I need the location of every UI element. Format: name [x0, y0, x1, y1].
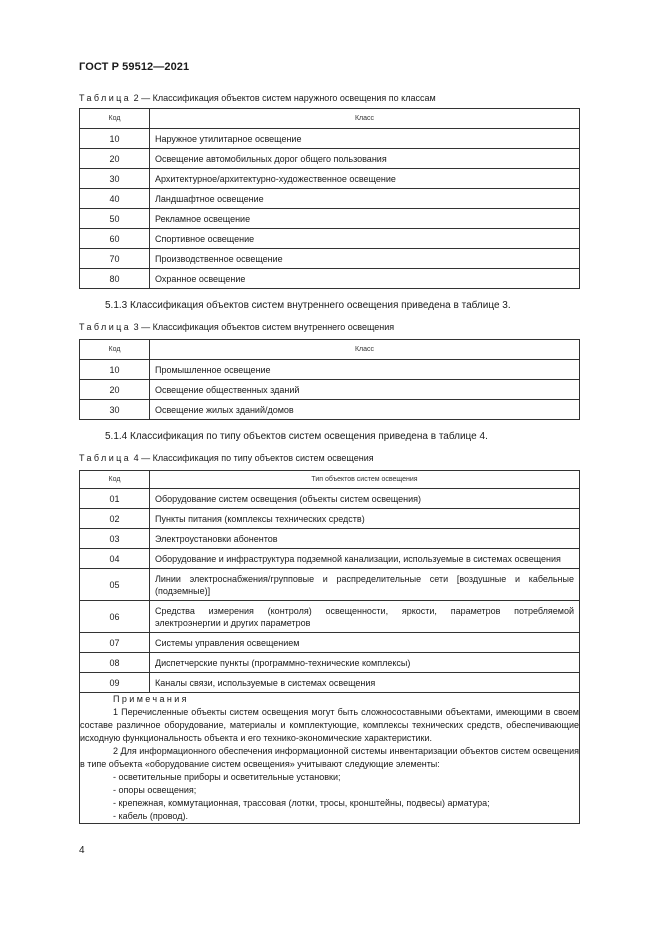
- note-2: 2 Для информационного обеспечения информационной системы инвентаризации объектов систем освещения в типе объекта «оборудование систем освещения» учитывают следующие элементы:: [80, 746, 579, 769]
- table-row: [80, 249, 580, 269]
- column-header-code: Код: [80, 109, 150, 129]
- table-row: [80, 489, 580, 509]
- paragraph-5-1-3: 5.1.3 Классификация объектов систем внутреннего освещения приведена в таблице 3.: [105, 300, 511, 311]
- row-text: Пункты питания (комплексы технических средств): [150, 509, 580, 529]
- row-code: 10: [80, 129, 150, 149]
- standard-header: ГОСТ Р 59512—2021: [79, 61, 190, 73]
- notes-row: [80, 693, 580, 824]
- row-code: 80: [80, 269, 150, 289]
- row-text: Охранное освещение: [150, 269, 580, 289]
- table-row: [80, 673, 580, 693]
- list-item: - опоры освещения;: [113, 785, 197, 795]
- row-code: 30: [80, 400, 150, 420]
- column-header-class: Класс: [150, 340, 580, 360]
- row-code: 20: [80, 380, 150, 400]
- row-text: Освещение автомобильных дорог общего пользования: [150, 149, 580, 169]
- row-code: 08: [80, 653, 150, 673]
- table3: [79, 339, 580, 420]
- row-code: 09: [80, 673, 150, 693]
- table3-caption: [79, 322, 394, 332]
- table-row: [80, 149, 580, 169]
- row-text: Электроустановки абонентов: [150, 529, 580, 549]
- table-row: [80, 653, 580, 673]
- column-header-code: Код: [80, 471, 150, 489]
- row-code: 02: [80, 509, 150, 529]
- row-code: 06: [80, 601, 150, 633]
- table-row: [80, 529, 580, 549]
- row-text: Архитектурное/архитектурно-художественное освещение: [150, 169, 580, 189]
- row-text: Каналы связи, используемые в системах освещения: [150, 673, 580, 693]
- row-code: 10: [80, 360, 150, 380]
- column-header-code: Код: [80, 340, 150, 360]
- table2-caption: [79, 93, 436, 103]
- note-1: 1 Перечисленные объекты систем освещения могут быть сложносоставными объектами, имеющими в своем составе различное оборудование, материалы и комплектующие, комплексы технических средств, обеспечивающие исходную функциональность объекта и его технико-экономические характеристики.: [80, 707, 579, 743]
- row-text: Системы управления освещением: [150, 633, 580, 653]
- table4: [79, 470, 580, 824]
- row-code: 30: [80, 169, 150, 189]
- row-code: 60: [80, 229, 150, 249]
- row-code: 03: [80, 529, 150, 549]
- page-number: 4: [79, 845, 85, 856]
- row-code: 70: [80, 249, 150, 269]
- list-item: - осветительные приборы и осветительные установки;: [113, 772, 341, 782]
- row-text: Освещение жилых зданий/домов: [150, 400, 580, 420]
- table2-caption-text: 2 — Классификация объектов систем наружного освещения по классам: [131, 93, 436, 103]
- row-text: Оборудование и инфраструктура подземной канализации, используемые в системах освещения: [150, 549, 580, 569]
- table-row: [80, 360, 580, 380]
- row-text: Линии электроснабжения/групповые и распределительные сети [воздушные и кабельные (подземные)]: [150, 569, 580, 601]
- column-header-class: Класс: [150, 109, 580, 129]
- table-row: [80, 169, 580, 189]
- row-text: Оборудование систем освещения (объекты систем освещения): [150, 489, 580, 509]
- table-word: Таблица: [79, 453, 132, 463]
- table-row: [80, 633, 580, 653]
- list-item: - кабель (провод).: [113, 811, 188, 821]
- row-code: 20: [80, 149, 150, 169]
- table-row: [80, 229, 580, 249]
- table-row: [80, 189, 580, 209]
- table-word: Таблица: [79, 322, 132, 332]
- table-row: [80, 269, 580, 289]
- row-text: Диспетчерские пункты (программно-технические комплексы): [150, 653, 580, 673]
- table2: [79, 108, 580, 289]
- row-text: Наружное утилитарное освещение: [150, 129, 580, 149]
- paragraph-5-1-4: 5.1.4 Классификация по типу объектов систем освещения приведена в таблице 4.: [105, 431, 488, 442]
- table-row: [80, 601, 580, 633]
- row-code: 07: [80, 633, 150, 653]
- table-word: Таблица: [79, 93, 132, 103]
- table-row: [80, 129, 580, 149]
- row-text: Освещение общественных зданий: [150, 380, 580, 400]
- notes-title: Примечания: [113, 694, 189, 704]
- table4-caption: [79, 453, 374, 463]
- table-row: [80, 549, 580, 569]
- table-row: [80, 400, 580, 420]
- table-notes: [80, 693, 580, 824]
- row-text: Рекламное освещение: [150, 209, 580, 229]
- list-item: - крепежная, коммутационная, трассовая (лотки, тросы, кронштейны, подвесы) арматура;: [113, 798, 490, 808]
- row-text: Производственное освещение: [150, 249, 580, 269]
- table-row: [80, 209, 580, 229]
- row-code: 50: [80, 209, 150, 229]
- row-code: 04: [80, 549, 150, 569]
- row-text: Спортивное освещение: [150, 229, 580, 249]
- row-text: Средства измерения (контроля) освещенности, яркости, параметров потребляемой электроэнергии и других параметров: [150, 601, 580, 633]
- table-row: [80, 380, 580, 400]
- table4-caption-text: 4 — Классификация по типу объектов систем освещения: [131, 453, 374, 463]
- row-code: 40: [80, 189, 150, 209]
- row-code: 05: [80, 569, 150, 601]
- row-code: 01: [80, 489, 150, 509]
- column-header-type: Тип объектов систем освещения: [150, 471, 580, 489]
- table3-caption-text: 3 — Классификация объектов систем внутреннего освещения: [131, 322, 395, 332]
- table-row: [80, 509, 580, 529]
- row-text: Ландшафтное освещение: [150, 189, 580, 209]
- row-text: Промышленное освещение: [150, 360, 580, 380]
- table-row: [80, 569, 580, 601]
